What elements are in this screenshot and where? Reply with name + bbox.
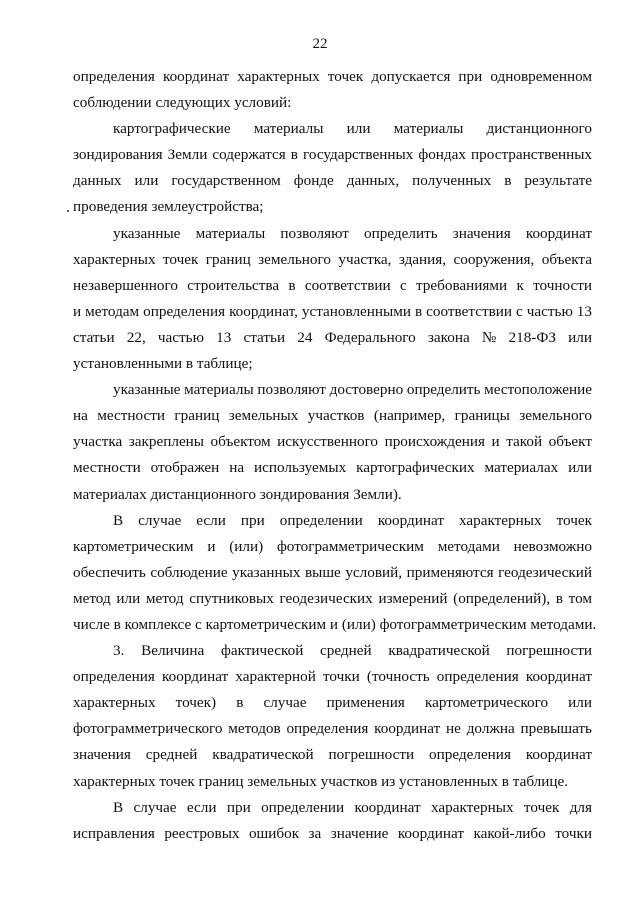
- text-line: фотограмметрического методов определения координат не должна превышать: [73, 720, 592, 738]
- text-line: В случае если при определении координат характерных точек для: [113, 798, 592, 816]
- text-line: характерных точек) в случае применения картометрического или: [73, 694, 592, 712]
- text-line: участка закреплены объектом искусственного происхождения и такой объект: [73, 433, 592, 451]
- document-body: [73, 64, 597, 847]
- text-line: В случае если при определении координат характерных точек: [113, 511, 592, 529]
- text-line: характерных точек границ земельного участка, здания, сооружения, объекта: [73, 250, 592, 268]
- text-line: и методам определения координат, установленными в соответствии с частью 13: [73, 302, 592, 320]
- paragraph-4: [73, 377, 592, 507]
- text-line: метод или метод спутниковых геодезических измерений (определений), в том: [73, 589, 592, 607]
- text-line: характерных точек границ земельных участков из установленных в таблице.: [73, 772, 569, 790]
- text-line: обеспечить соблюдение указанных выше условий, применяются геодезический: [73, 563, 592, 581]
- paragraph-3: [73, 221, 592, 378]
- text-line: исправления реестровых ошибок за значение координат какой-либо точки: [73, 824, 592, 842]
- text-line: определения координат характерных точек допускается при одновременном: [73, 68, 592, 85]
- text-line: данных или государственном фонде данных, полученных в результате: [73, 172, 592, 190]
- paragraph-6: [73, 638, 592, 795]
- text-line: картографические материалы или материалы дистанционного: [113, 120, 592, 138]
- text-line: материалах дистанционного зондирования Земли).: [73, 485, 402, 503]
- text-line: на местности границ земельных участков (например, границы земельного: [73, 407, 592, 425]
- text-line: соблюдении следующих условий:: [73, 94, 292, 112]
- text-line: зондирования Земли содержатся в государственных фондах пространственных: [73, 146, 592, 164]
- scan-speck: [67, 210, 69, 212]
- text-line: картометрическим и (или) фотограмметрическим методами невозможно: [73, 537, 592, 555]
- text-line: установленными в таблице;: [73, 355, 253, 373]
- text-line: 3. Величина фактической средней квадратической погрешности: [113, 642, 592, 660]
- text-line: проведения землеустройства;: [73, 198, 264, 216]
- paragraph-1: [73, 64, 592, 116]
- text-line: незавершенного строительства в соответствии с требованиями к точности: [73, 276, 592, 294]
- text-line: указанные материалы позволяют достоверно определить местоположение: [113, 381, 592, 399]
- text-line: статьи 22, частью 13 статьи 24 Федерального закона № 218-ФЗ или: [73, 328, 592, 346]
- paragraph-5: [73, 508, 597, 638]
- text-line: указанные материалы позволяют определить значения координат: [113, 224, 592, 242]
- text-line: значения средней квадратической погрешности определения координат: [73, 746, 592, 764]
- text-line: определения координат характерной точки (точность определения координат: [73, 668, 592, 686]
- text-line: числе в комплексе с картометрическим и (или) фотограмметрическим методами.: [73, 615, 597, 633]
- paragraph-7: [73, 795, 592, 847]
- page-number: 22: [312, 36, 328, 52]
- paragraph-2: [73, 116, 592, 220]
- text-line: местности отображен на используемых картографических материалах или: [73, 459, 592, 477]
